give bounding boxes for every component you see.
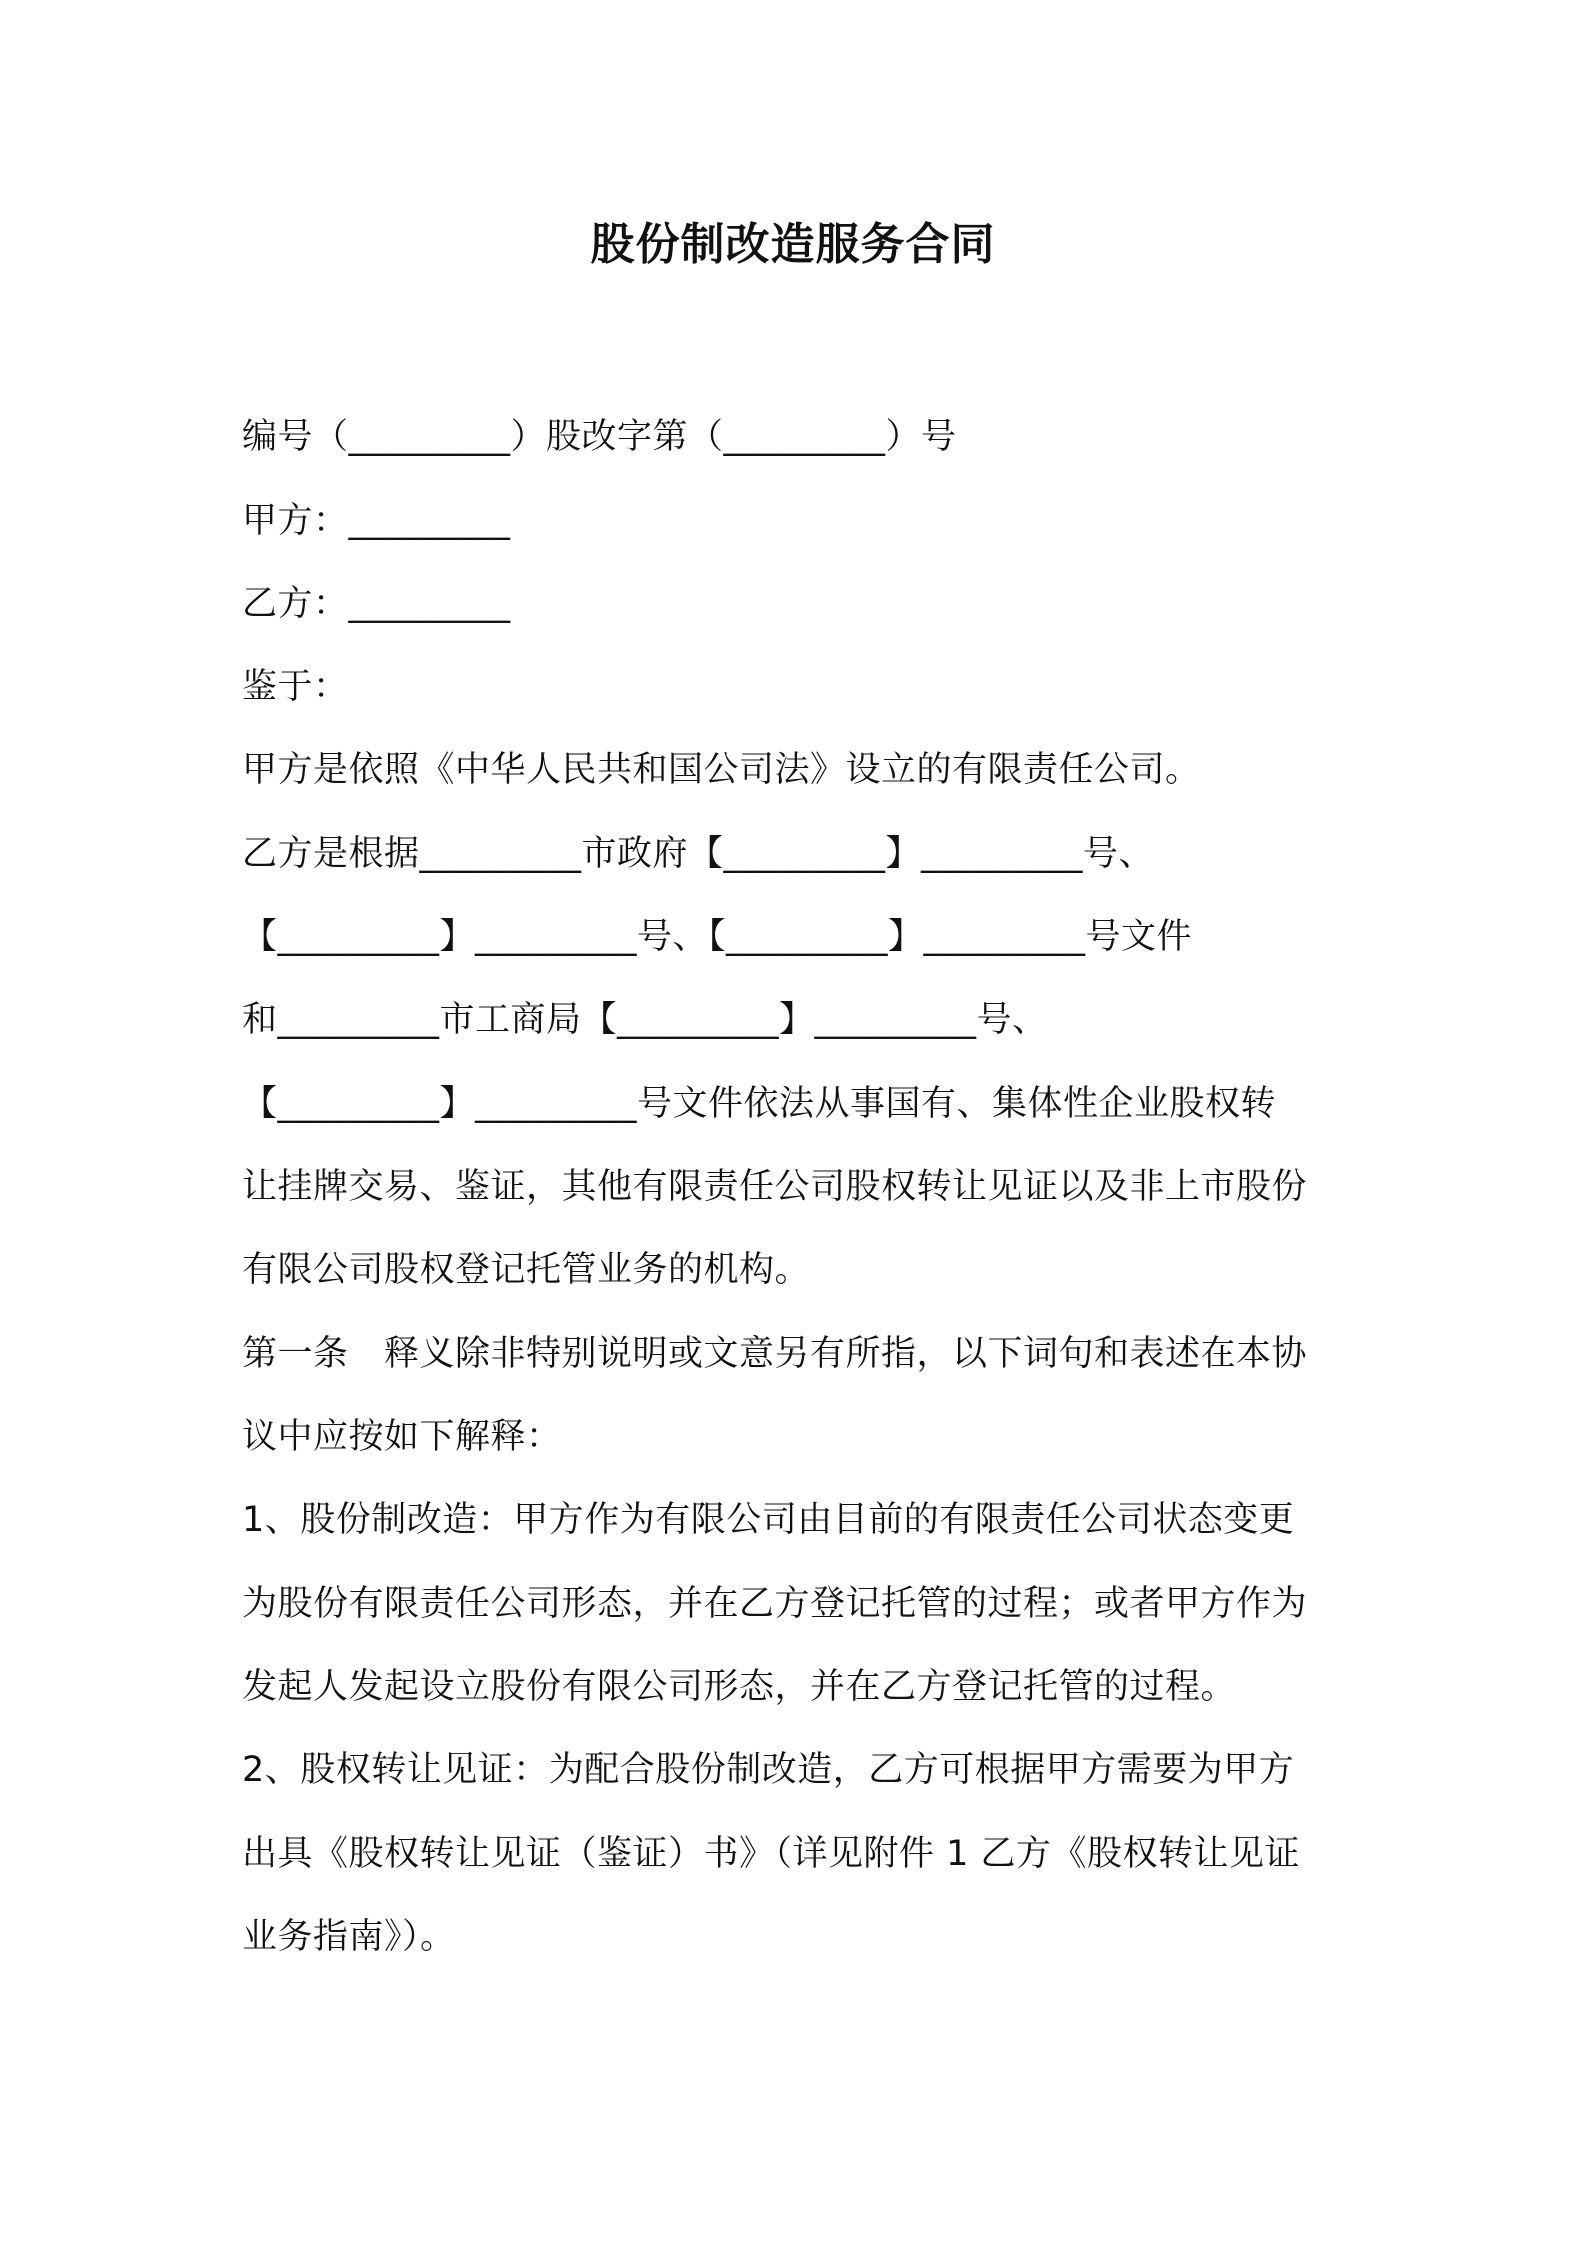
- paragraph-line: 业务指南》）。: [242, 1917, 456, 1957]
- paragraph-line: 议中应按如下解释：: [242, 1417, 562, 1457]
- article-heading-line: 第一条 释义除非特别说明或文意另有所指，以下词句和表述在本协: [242, 1334, 1308, 1374]
- party-b-line: 乙方：_________: [242, 584, 511, 624]
- whereas-line: 鉴于：: [242, 667, 349, 707]
- document-title: 股份制改造服务合同: [590, 219, 996, 270]
- paragraph-line: 有限公司股权登记托管业务的机构。: [242, 1250, 811, 1290]
- paragraph-line: 为股份有限责任公司形态，并在乙方登记托管的过程；或者甲方作为: [242, 1584, 1308, 1624]
- definition-item-line: 1、股份制改造：甲方作为有限公司由目前的有限责任公司状态变更: [242, 1500, 1295, 1540]
- paragraph-line: 和_________市工商局【_________】_________号、: [242, 1000, 1048, 1040]
- paragraph-line: 发起人发起设立股份有限公司形态，并在乙方登记托管的过程。: [242, 1667, 1237, 1707]
- paragraph-line: 【_________】_________号、【_________】_________号文件: [242, 917, 1193, 957]
- paragraph-line: 出具《股权转让见证（鉴证）书》（详见附件 1 乙方《股权转让见证: [242, 1834, 1301, 1874]
- paragraph-line: 甲方是依照《中华人民共和国公司法》设立的有限责任公司。: [242, 750, 1201, 790]
- definition-item-line: 2、股权转让见证：为配合股份制改造，乙方可根据甲方需要为甲方: [242, 1750, 1295, 1790]
- party-a-line: 甲方：_________: [242, 501, 511, 541]
- paragraph-line: 乙方是根据_________市政府【_________】_________号、: [242, 834, 1155, 874]
- paragraph-line: 【_________】_________号文件依法从事国有、集体性企业股权转: [242, 1084, 1277, 1124]
- paragraph-line: 让挂牌交易、鉴证，其他有限责任公司股权转让见证以及非上市股份: [242, 1167, 1308, 1207]
- contract-number-line: 编号（_________）股改字第（_________）号: [242, 417, 957, 457]
